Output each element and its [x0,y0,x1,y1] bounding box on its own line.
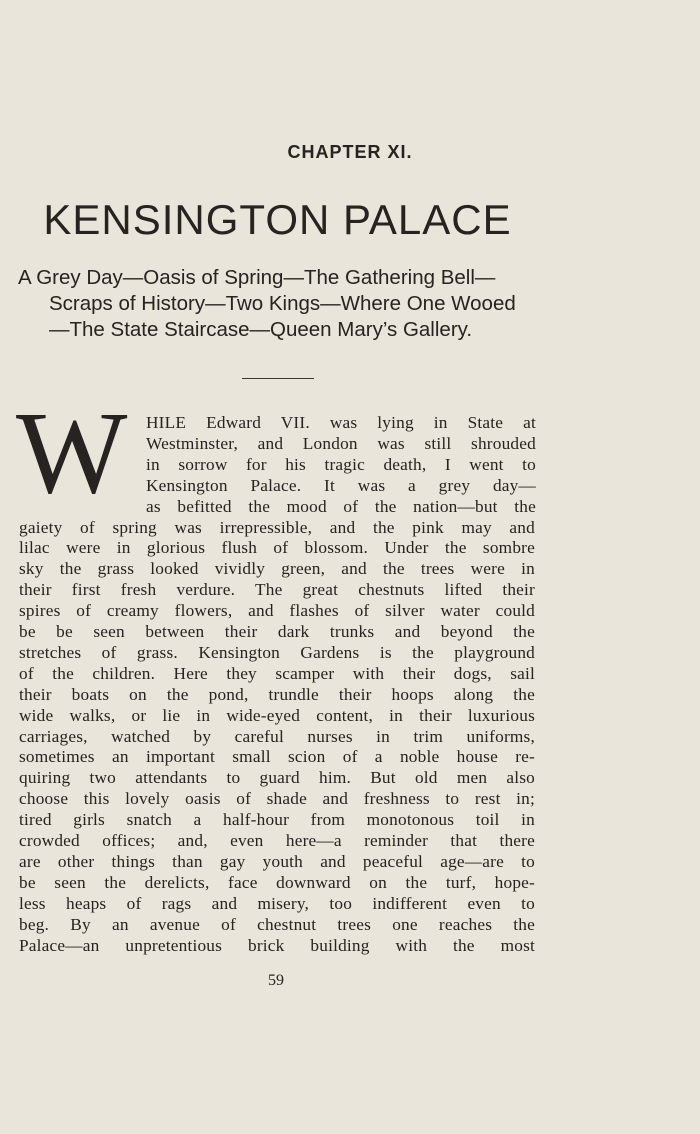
body-line: HILE Edward VII. was lying in State at [146,413,536,432]
body-line: wide walks, or lie in wide-eyed content, in their luxurious [19,705,535,725]
body-line: tired girls snatch a half-hour from monotonous toil in [19,810,535,830]
body-line: their first fresh verdure. The great chestnuts lifted their [19,580,535,600]
body-line: are other things than gay youth and peaceful age—are to [19,851,535,871]
body-line: beg. By an avenue of chestnut trees one reaches the [19,914,535,934]
body-line: sky the grass looked vividly green, and the trees were in [19,559,535,579]
section-divider [242,378,314,379]
chapter-title: KENSINGTON PALACE [43,196,512,243]
body-line: Kensington Palace. It was a grey day— [146,475,536,495]
body-line: crowded offices; and, even here—a reminder that there [19,831,535,850]
body-line: Westminster, and London was still shrouded [146,433,536,453]
synopsis-line: A Grey Day—Oasis of Spring—The Gathering Bell— [18,266,496,289]
chapter-label: CHAPTER XI. [287,142,413,162]
body-line: sometimes an important small scion of a noble house re- [19,747,535,767]
body-line: carriages, watched by careful nurses in trim uniforms, [19,726,535,746]
body-line: as befitted the mood of the nation—but the [146,496,536,516]
body-line: gaiety of spring was irrepressible, and the pink may and [19,517,535,537]
body-line: be be seen between their dark trunks and beyond the [19,622,535,641]
body-line: quiring two attendants to guard him. But old men also [19,768,535,788]
body-line: be seen the derelicts, face downward on the turf, hope- [19,872,535,892]
body-line: of the children. Here they scamper with their dogs, sail [19,663,535,683]
body-line: choose this lovely oasis of shade and freshness to rest in; [19,789,535,809]
body-line: lilac were in glorious flush of blossom. Under the sombre [19,538,535,558]
body-line: Palace—an unpretentious brick building with the most [19,935,535,955]
synopsis-line: Scraps of History—Two Kings—Where One Wooed [49,292,516,315]
drop-cap: W [16,387,128,518]
body-line: their boats on the pond, trundle their hoops along the [19,684,535,704]
chapter-synopsis [18,265,540,343]
body-line: less heaps of rags and misery, too indifferent even to [19,893,535,913]
body-line: spires of creamy flowers, and flashes of silver water could [19,601,535,621]
synopsis-line: —The State Staircase—Queen Mary’s Gallery. [49,318,473,341]
body-line: in sorrow for his tragic death, I went to [146,454,536,474]
page-number: 59 [268,972,284,989]
body-line: stretches of grass. Kensington Gardens is the playground [19,642,535,662]
